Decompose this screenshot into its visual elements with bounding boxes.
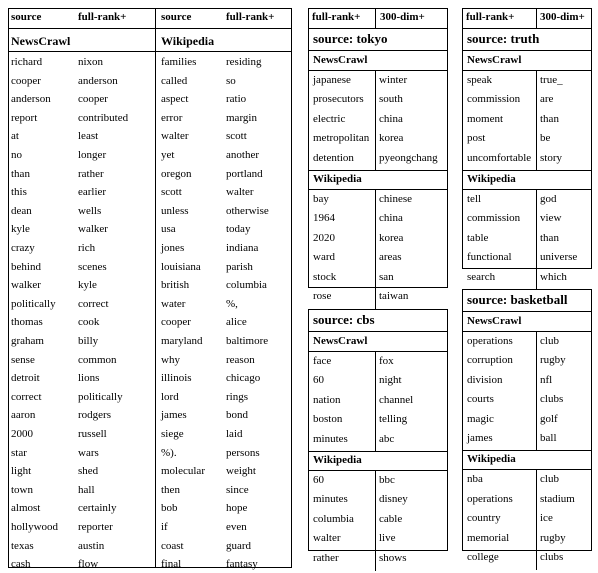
left-table-cell: behind [11,260,41,273]
cell: corruption [467,354,513,367]
cell: clubs [540,551,564,563]
left-table-cell: wells [78,204,102,217]
cell: than [540,112,559,125]
table-title: source: cbs [313,312,375,327]
left-table-cell: chicago [226,372,261,385]
cell: korea [379,231,404,244]
table-row [463,72,591,91]
cell: 60 [313,474,324,486]
section-wikipedia: Wikipedia [313,454,362,466]
table-row [463,111,591,130]
table-row [463,530,591,549]
table-row [309,249,447,268]
table-row [463,230,591,249]
cell: south [379,93,403,106]
left-table-cell: longer [78,149,107,161]
cell: rugby [540,531,566,544]
table-title: source: basketball [467,292,568,307]
cell: cable [379,512,403,525]
left-table-cell: then [161,483,180,496]
left-table-cell: bond [226,409,248,422]
cell: shows [379,551,407,564]
table-row [309,392,447,411]
left-table-cell: at [11,130,19,143]
left-table-cell: lord [161,390,179,403]
cell: minutes [313,493,348,506]
cell: china [379,112,403,125]
cell: electric [313,112,346,125]
table-row [463,510,591,529]
left-table-cell: british [161,279,190,292]
cell: james [467,432,493,444]
table-row [309,230,447,249]
cell: winter [379,74,408,86]
left-table-cell: contributed [78,111,129,124]
left-table-cell: walter [226,186,254,199]
left-table-cell: scott [161,186,182,199]
table-row [463,471,591,490]
section-wikipedia: Wikipedia [313,173,362,185]
cell: metropolitan [313,132,370,145]
left-table-cell: correct [11,390,42,403]
table-row [309,72,447,91]
left-table-cell: correct [78,297,109,310]
left-table-cell: error [161,111,183,124]
cell: boston [313,413,343,426]
section-newscrawl: NewsCrawl [467,315,522,327]
col-header-source-2: source [161,11,192,23]
table-row [309,91,447,110]
cell: clubs [540,393,564,406]
left-table-cell: no [11,149,22,161]
left-table-cell: siege [161,428,184,440]
cell: walter [313,532,341,545]
table-row [309,210,447,229]
left-table-cell: %, [226,297,238,310]
left-table-cell: flow [78,558,99,571]
table-row [463,430,591,449]
cell: commission [467,93,521,106]
table-title: source: tokyo [313,31,388,46]
left-table-cell: coast [161,539,184,552]
cell: chinese [379,193,412,205]
cell: rather [313,551,339,564]
left-table-cell: hollywood [11,521,59,533]
cell: channel [379,393,414,406]
cell: san [379,270,394,283]
left-table-cell: reporter [78,521,113,533]
cell: nfl [540,373,553,386]
left-table-cell: sense [11,353,35,366]
left-table-cell: scott [226,130,247,143]
left-table-cell: guard [226,539,252,552]
cell: post [467,132,486,145]
cell: operations [467,492,513,505]
left-table-cell: families [161,56,197,68]
table-title: source: truth [467,31,540,46]
left-table-cell: billy [78,335,99,347]
cell: pyeongchang [379,151,438,164]
left-table-cell: since [226,483,249,496]
col-header-a-fullrank: full-rank+ [312,11,361,23]
left-table-cell: dean [11,204,32,217]
left-table-cell: shed [78,465,99,478]
left-table-cell: cooper [161,316,191,329]
left-table [8,8,292,571]
cell: tell [467,193,482,205]
cell: division [467,373,503,386]
col-header-fullrank-1: full-rank+ [78,11,127,23]
cell: than [540,231,559,244]
col-header-source-1: source [11,11,42,23]
table-truth [462,28,592,283]
cell: nation [313,393,341,406]
cell: bay [313,193,329,205]
cell: search [467,270,496,283]
left-table-cell: molecular [161,465,205,478]
cell: live [379,532,396,545]
section-newscrawl: NewsCrawl [11,34,71,48]
left-table-cell: otherwise [226,204,269,217]
cell: face [313,355,332,367]
left-table-cell: certainly [78,502,117,515]
cell: 1964 [313,212,335,225]
left-table-cell: nixon [78,56,104,68]
left-table-cell: even [226,521,247,533]
cell: korea [379,132,404,145]
cell: bbc [379,474,395,486]
cell: disney [379,493,408,506]
table-row [309,191,447,210]
left-table-cell: rings [226,390,248,403]
table-row [463,91,591,110]
left-table-cell: austin [78,539,105,552]
left-table-cell: final [161,558,182,571]
left-table-cell: rather [78,167,104,180]
section-newscrawl: NewsCrawl [467,54,522,66]
table-row [309,411,447,430]
cell: country [467,512,501,525]
table-row [309,288,447,307]
left-table-cell: why [161,353,180,366]
left-table-cell: anderson [11,93,51,106]
left-table-cell: margin [226,111,257,124]
cell: are [540,93,554,106]
cell: nba [467,473,483,486]
cell: fox [379,355,394,367]
cell: 60 [313,374,324,387]
cell: abc [379,432,395,445]
table-row [309,431,447,450]
left-table-cell: parish [226,260,253,273]
cell: club [540,335,559,347]
cell: ice [540,512,553,525]
cell: japanese [313,74,351,86]
left-table-cell: cook [78,316,100,329]
left-table-cell: texas [11,539,34,552]
cell: club [540,473,559,486]
left-table-cell: indiana [226,242,259,254]
left-table-cell: rodgers [78,409,111,422]
left-table-cell: detroit [11,372,40,385]
left-table-cell: laid [226,428,243,440]
cell: ward [313,251,335,264]
cell: speak [467,74,493,86]
section-wikipedia: Wikipedia [467,173,516,185]
table-row [463,491,591,510]
cell: god [540,193,557,205]
cell: china [379,212,403,225]
left-table-cell: russell [78,428,107,440]
left-table-cell: usa [161,223,176,236]
cell: functional [467,251,512,264]
table-row [463,372,591,391]
cell: table [467,231,489,244]
left-table-cell: thomas [11,316,43,329]
section-newscrawl: NewsCrawl [313,54,368,66]
left-table-cell: %). [161,446,177,459]
left-table-cell: kyle [11,223,30,236]
left-table-cell: residing [226,56,262,68]
cell: college [467,551,499,563]
left-table-cell: so [226,74,236,87]
cell: golf [540,412,558,425]
left-table-cell: politically [78,390,123,403]
left-table-cell: crazy [11,242,35,254]
left-table-cell: common [78,353,117,366]
left-table-cell: unless [161,204,189,217]
left-table-cell: portland [226,167,263,180]
cell: detention [313,151,354,164]
left-table-cell: persons [226,446,260,459]
cell: taiwan [379,290,409,302]
cell: magic [467,412,494,425]
left-table-cell: another [226,149,259,161]
table-row [309,353,447,372]
left-table-cell: this [11,186,27,199]
table-row [463,150,591,169]
left-table-cell: yet [161,149,175,161]
left-table-cell: cooper [78,93,108,106]
left-table-cell: earlier [78,186,107,199]
cell: commission [467,212,521,225]
left-table-cell: called [161,74,188,87]
table-row [309,472,447,491]
left-table-cell: scenes [78,260,107,273]
left-table-cell: water [161,297,186,310]
left-table-cell: 2000 [11,428,33,440]
cell: 2020 [313,231,335,244]
table-row [463,210,591,229]
cell: true_ [540,74,563,86]
left-table-cell: today [226,223,251,236]
left-table-cell: maryland [161,335,203,347]
cell: areas [379,251,402,264]
left-table-cell: walker [11,279,41,292]
left-table-cell: anderson [78,74,118,87]
left-table-cell: wars [78,446,99,459]
table-row [309,511,447,530]
left-table-cell: reason [226,353,255,366]
left-table-cell: ratio [226,93,247,106]
cell: which [540,270,567,283]
table-row [309,530,447,549]
left-table-cell: weight [226,465,256,478]
left-table-cell: cooper [11,74,41,87]
left-table-cell: columbia [226,279,267,292]
left-table-cell: hope [226,502,248,515]
left-table-cell: fantasy [226,558,258,571]
left-table-cell: than [11,167,30,180]
cell: uncomfortable [467,151,532,164]
cell: prosecutors [313,93,364,106]
left-table-cell: aaron [11,409,36,422]
table-row [463,333,591,352]
left-table-cell: walter [161,130,189,143]
left-table-cell: if [161,521,168,533]
cell: columbia [313,512,354,525]
left-table-cell: illinois [161,372,192,385]
left-table-cell: report [11,111,38,124]
cell: moment [467,112,504,125]
cell: memorial [467,531,510,544]
table-row [463,411,591,430]
table-row [309,150,447,169]
table-row [309,269,447,288]
left-table-cell: kyle [78,279,97,292]
col-header-b-300dim: 300-dim+ [540,11,585,23]
section-newscrawl: NewsCrawl [313,335,368,347]
table-tokyo [308,28,448,302]
table-row [309,130,447,149]
left-table-cell: alice [226,316,247,329]
left-table-cell: hall [78,483,95,496]
cell: view [540,212,562,225]
table-row [309,372,447,391]
left-table-cell: baltimore [226,335,269,347]
cell: stock [313,270,337,283]
cell: night [379,374,402,387]
left-table-cell: light [11,465,32,478]
left-table-cell: louisiana [161,260,201,273]
table-row [463,191,591,210]
left-table-cell: bob [161,502,178,515]
cell: be [540,132,551,145]
left-table-cell: jones [161,242,185,254]
table-row [463,130,591,149]
left-table-cell: almost [11,502,41,515]
table-row [463,391,591,410]
left-table-cell: politically [11,297,56,310]
table-row [463,269,591,288]
section-wikipedia: Wikipedia [467,453,516,466]
left-table-cell: cash [11,558,31,571]
table-row [309,550,447,569]
cell: courts [467,393,494,406]
cell: stadium [540,492,575,505]
cell: telling [379,413,408,426]
table-cbs [308,309,448,564]
left-table-cell: star [11,446,27,459]
table-row [463,352,591,371]
left-table-cell: lions [78,372,100,385]
left-table-cell: aspect [161,93,189,106]
cell: universe [540,251,578,264]
table-basketball [462,289,592,563]
cell: minutes [313,432,348,445]
cell: operations [467,335,513,347]
left-table-cell: town [11,483,33,496]
col-header-b-fullrank: full-rank+ [466,11,515,23]
cell: ball [540,432,557,444]
left-table-cell: richard [11,56,43,68]
col-header-fullrank-2: full-rank+ [226,11,275,23]
left-table-cell: oregon [161,167,192,180]
col-header-a-300dim: 300-dim+ [380,11,425,23]
table-row [309,491,447,510]
section-wikipedia: Wikipedia [161,34,215,48]
left-table-cell: walker [78,223,108,236]
table-row [463,549,591,568]
cell: rugby [540,354,566,367]
cell: story [540,151,562,164]
left-table-cell: rich [78,242,96,254]
table-row [463,249,591,268]
cell: rose [313,290,332,302]
left-table-cell: least [78,130,99,143]
left-table-cell: graham [11,335,44,347]
left-table-cell: james [161,409,187,422]
table-row [309,111,447,130]
